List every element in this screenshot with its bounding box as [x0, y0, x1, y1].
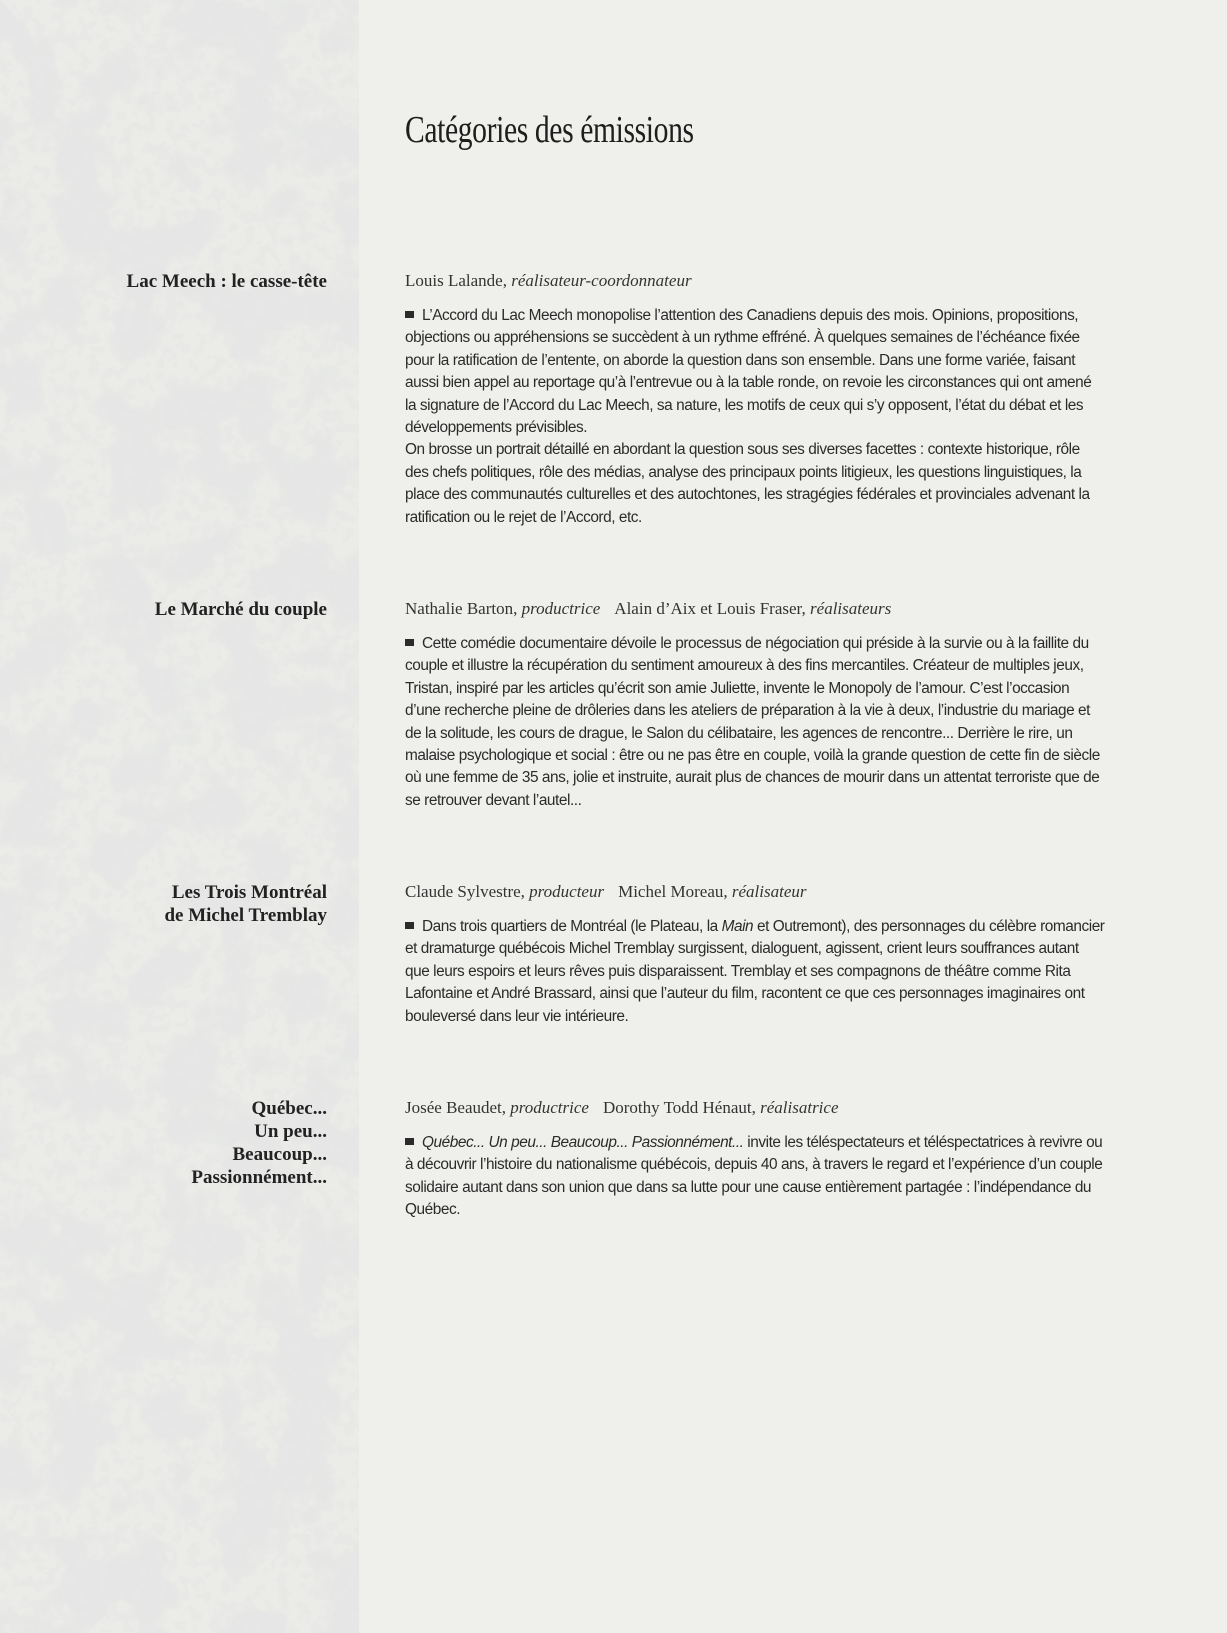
credit-role: réalisateur-coordonnateur	[511, 271, 692, 290]
section-title-line: Passionnément...	[191, 1167, 327, 1188]
credit-role: productrice	[510, 1098, 589, 1117]
credit-role: réalisateur	[731, 882, 807, 901]
section-title-line: Québec...	[251, 1098, 327, 1119]
section-title	[0, 598, 327, 621]
credit-role: réalisateurs	[810, 599, 892, 618]
section-title-line: Le Marché du couple	[154, 599, 327, 620]
description-text: Dans trois quartiers de Montréal (le Plateau, la	[422, 918, 722, 935]
sidebar-texture-panel	[0, 0, 359, 1633]
description-emphasis: Main	[721, 918, 754, 935]
credits-line	[405, 270, 1125, 292]
description-emphasis: Québec... Un peu... Beaucoup... Passionnément...	[422, 1134, 744, 1151]
square-bullet-icon	[405, 639, 414, 646]
page-title: Catégories des émissions	[405, 109, 694, 151]
square-bullet-icon	[405, 922, 414, 929]
section-title-line: Beaucoup...	[232, 1144, 327, 1165]
credits-line	[405, 1097, 1125, 1119]
credits-line	[405, 881, 1125, 903]
section-title-line: Lac Meech : le casse-tête	[126, 271, 327, 292]
square-bullet-icon	[405, 1138, 414, 1145]
section-title-line: Un peu...	[254, 1121, 327, 1142]
description	[405, 1132, 1105, 1222]
description-text: invite les téléspectateurs et téléspectatrices à revivre ou à découvrir l’histoire du nationalisme québécois, depuis 40 ans, à travers le regard et l’expérience d’un couple solidaire autant dans son union que dans sa lutte pour une cause entièrement partagée : l’indépendance du Québec.	[405, 1134, 1103, 1219]
description	[405, 305, 1105, 529]
credit-name: Alain d’Aix et Louis Fraser,	[614, 599, 811, 618]
description-text: Cette comédie documentaire dévoile le processus de négociation qui préside à la survie ou à la faillite du couple et illustre la récupération du sentiment amoureux à des fins mercantiles. Créateur de multiples jeux, Tristan, inspiré par les articles qu’écrit son amie Juliette, invente le Monopoly de l’amour. C’est l’occasion d’une recherche pleine de drôleries dans les ateliers de préparation à la vie à deux, l’industrie du mariage et de la solitude, les cours de drague, le Salon du célibataire, les agences de rencontre... Derrière le rire, un malaise psychologique et social : être ou ne pas être en couple, voilà la grande question de cette fin de siècle où une femme de 35 ans, jolie et instruite, aurait plus de chances de mourir dans un attentat terroriste que de se retrouver devant l’autel...	[405, 635, 1100, 809]
credit-name: Claude Sylvestre,	[405, 882, 530, 901]
credit-name: Louis Lalande,	[405, 271, 512, 290]
credit-name: Dorothy Todd Hénaut,	[602, 1098, 761, 1117]
credits-line	[405, 598, 1125, 620]
description-text: L’Accord du Lac Meech monopolise l’attention des Canadiens depuis des mois. Opinions, propositions, objections ou appréhensions se succèdent à un rythme effréné. À quelques semaines de l’échéance fixée pour la ratification de l’entente, on aborde la question dans son ensemble. Dans une forme variée, faisant aussi bien appel au reportage qu’à l’entrevue ou à la table ronde, on revoie les circonstances qui ont amené la signature de l’Accord du Lac Meech, sa nature, les motifs de ceux qui s’y opposent, l’état du débat et les développements prévisibles.	[405, 307, 1092, 437]
credit-role: producteur	[529, 882, 605, 901]
credit-role: réalisatrice	[760, 1098, 839, 1117]
section-title-line: Les Trois Montréal	[171, 882, 327, 903]
credit-name: Michel Moreau,	[618, 882, 732, 901]
section-title	[0, 881, 327, 927]
credit-name: Josée Beaudet,	[405, 1098, 511, 1117]
description-text: On brosse un portrait détaillé en abordant la question sous ses diverses facettes : contexte historique, rôle des chefs politiques, rôle des médias, analyse des principaux points litigieux, les questions linguistiques, la place des communautés culturelles et des autochtones, les stragégies fédérales et provinciales advenant la ratification ou le rejet de l’Accord, etc.	[405, 441, 1090, 526]
credit-role: productrice	[521, 599, 601, 618]
section-title	[0, 1097, 327, 1189]
description	[405, 916, 1105, 1028]
section-title	[0, 270, 327, 293]
mottled-texture-graphic	[0, 0, 359, 1633]
description-text: et Outremont), des personnages du célèbre romancier et dramaturge québécois Michel Tremblay surgissent, dialoguent, agissent, crient leurs souffrances autant que leurs espoirs et leurs rêves puis disparaissent. Tremblay et ses compagnons de théâtre comme Rita Lafontaine et André Brassard, ainsi que l’auteur du film, racontent ce que ces personnages imaginaires ont bouleversé dans leur vie intérieure.	[405, 918, 1105, 1025]
credit-name: Nathalie Barton,	[405, 599, 522, 618]
description	[405, 633, 1105, 812]
square-bullet-icon	[405, 311, 414, 318]
section-title-line: de Michel Tremblay	[164, 905, 327, 926]
